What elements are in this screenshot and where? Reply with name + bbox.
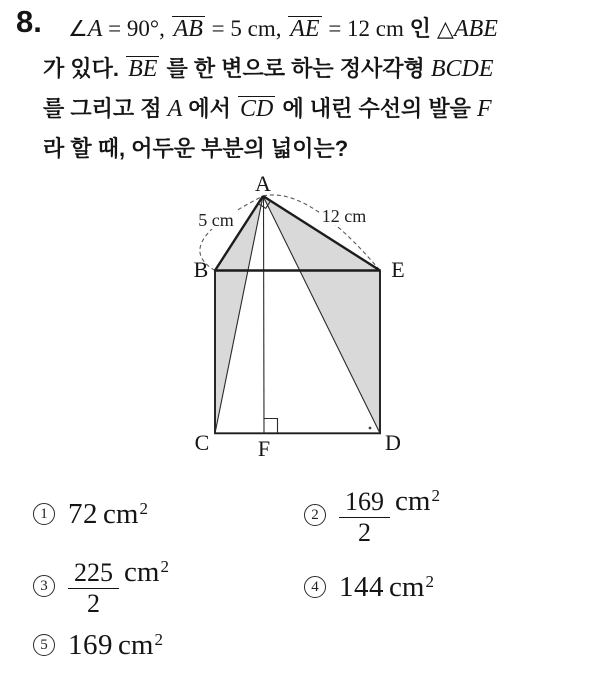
option-value [339, 485, 440, 546]
korean-text: 인 [409, 16, 438, 41]
answer-option-5 [33, 628, 163, 661]
math-value: = 5 cm, [205, 16, 288, 41]
problem-line-1 [43, 9, 603, 49]
option-circle-number: 3 [33, 575, 55, 597]
unit-label: cm [395, 484, 431, 517]
vertex-label-c: C [194, 430, 210, 455]
segment-ab-overline: AB [173, 16, 203, 42]
vertex-label-a: A [255, 175, 271, 196]
math-var: A [87, 16, 103, 42]
unit-label: cm [389, 570, 425, 603]
math-value: = 12 cm [322, 16, 410, 41]
vertex-label-d: D [385, 430, 401, 455]
math-value: = 90°, [102, 16, 171, 41]
unit-exponent: 2 [160, 556, 169, 576]
dim-label-5cm: 5 cm [198, 210, 234, 230]
math-var: BCDE [430, 56, 494, 82]
angle-dot-d [369, 427, 372, 430]
unit-label: cm [118, 628, 154, 661]
answer-option-4 [304, 570, 434, 603]
math-var: ABE [453, 16, 498, 42]
option-circle-number: 4 [304, 576, 326, 598]
unit-exponent: 2 [139, 498, 148, 518]
right-angle-mark-f [264, 419, 278, 434]
answer-option-3 [33, 555, 169, 618]
angle-symbol: ∠ [68, 16, 88, 41]
option-value: 169 $cm^2$ [68, 628, 163, 661]
unit-exponent: 2 [431, 485, 440, 505]
option-circle-number: 5 [33, 634, 55, 656]
math-var: F [476, 96, 492, 122]
korean-text: 를 그리고 점 [43, 96, 168, 121]
fraction [68, 557, 119, 618]
korean-text: 에서 [182, 96, 238, 121]
vertex-label-f: F [257, 436, 271, 461]
problem-number: 8. [16, 4, 42, 39]
dim-label-12cm: 12 cm [321, 206, 367, 226]
option-circle-number: 2 [304, 504, 326, 526]
fraction-denominator: 2 [358, 517, 371, 547]
option-value: 72 $cm^2$ [68, 497, 148, 530]
unit-label: cm [103, 497, 139, 530]
geometry-figure [180, 175, 410, 467]
answer-option-2 [304, 484, 440, 547]
fraction-numerator: 169 [339, 489, 390, 518]
segment-cd-overline: CD [240, 96, 274, 122]
altitude-af-line [264, 196, 265, 433]
unit-exponent: 2 [154, 629, 163, 649]
vertex-label-b: B [193, 257, 209, 282]
fraction-numerator: 225 [68, 560, 119, 589]
korean-text: 를 한 변으로 하는 정사각형 [160, 56, 431, 81]
option-circle-number: 1 [33, 503, 55, 525]
fraction-denominator: 2 [87, 588, 100, 618]
segment-ae-overline: AE [290, 16, 320, 42]
option-value: 144 $cm^2$ [339, 570, 434, 603]
korean-text: 라 할 때, 어두운 부분의 넓이는? [43, 136, 349, 161]
unit-exponent: 2 [425, 571, 434, 591]
segment-be-overline: BE [128, 56, 158, 82]
triangle-symbol: △ [437, 16, 454, 41]
math-var: A [167, 96, 183, 122]
problem-line-3 [43, 89, 603, 129]
korean-text: 에 내린 수선의 발을 [276, 96, 477, 121]
vertex-label-e: E [391, 257, 405, 282]
problem-statement [43, 9, 603, 168]
problem-line-2 [43, 49, 603, 89]
unit-label: cm [124, 555, 160, 588]
fraction [339, 486, 390, 547]
problem-line-4 [43, 129, 603, 168]
option-value [68, 556, 169, 617]
korean-text: 가 있다. [43, 56, 126, 81]
answer-option-1 [33, 497, 148, 530]
